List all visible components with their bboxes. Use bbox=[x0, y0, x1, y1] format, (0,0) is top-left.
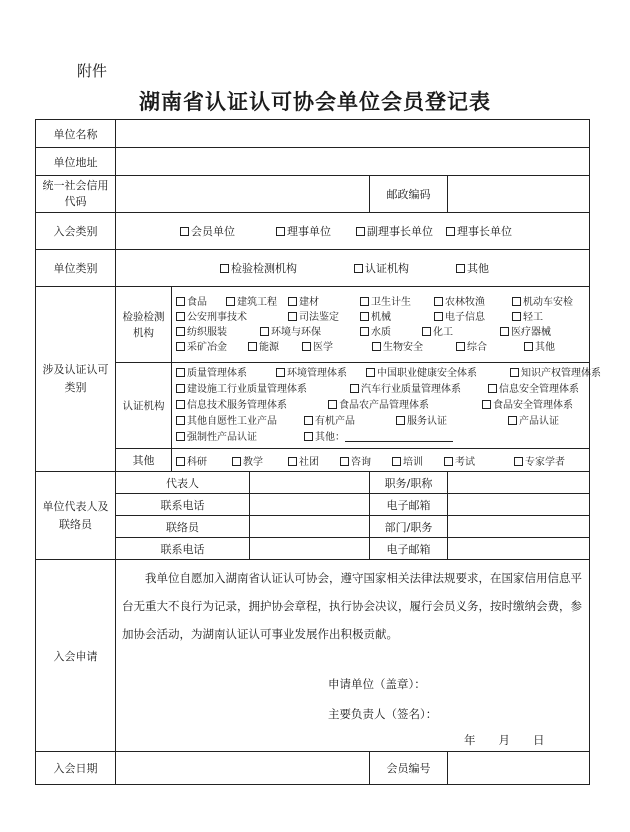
option-construction[interactable]: 建筑工程 bbox=[226, 295, 288, 310]
checkbox[interactable] bbox=[512, 297, 521, 306]
option-textile[interactable]: 纺织服装 bbox=[176, 325, 260, 340]
option-medicine[interactable]: 医学 bbox=[302, 340, 372, 355]
option-ems[interactable]: 环境管理体系 bbox=[276, 366, 366, 382]
checkbox[interactable] bbox=[488, 384, 497, 393]
unit-address-field[interactable] bbox=[116, 148, 590, 176]
contact-phone-field[interactable] bbox=[250, 494, 370, 516]
checkbox[interactable] bbox=[176, 457, 185, 466]
option-food[interactable]: 食品 bbox=[176, 295, 226, 310]
row-liaison-phone bbox=[36, 538, 590, 560]
checkbox[interactable] bbox=[288, 297, 297, 306]
row-inspection bbox=[36, 287, 590, 363]
checkbox[interactable] bbox=[288, 457, 297, 466]
contact-phone-label: 联系电话 bbox=[116, 494, 250, 516]
option-chair-unit[interactable]: 理事长单位 bbox=[446, 223, 561, 239]
checkbox[interactable] bbox=[372, 342, 381, 351]
representative-field[interactable] bbox=[250, 472, 370, 494]
option-water-quality[interactable]: 水质 bbox=[360, 325, 422, 340]
option-member-unit[interactable]: 会员单位 bbox=[180, 223, 276, 239]
other-options bbox=[172, 449, 590, 472]
option-director-unit[interactable]: 理事单位 bbox=[276, 223, 356, 239]
checkbox[interactable] bbox=[434, 312, 443, 321]
option-agriculture[interactable]: 农林牧渔 bbox=[434, 295, 512, 310]
checkbox[interactable] bbox=[176, 384, 185, 393]
liaison-field[interactable] bbox=[250, 516, 370, 538]
option-research[interactable]: 科研 bbox=[176, 453, 232, 468]
option-mining[interactable]: 采矿冶金 bbox=[176, 340, 248, 355]
checkbox[interactable] bbox=[512, 312, 521, 321]
inspection-options bbox=[172, 287, 590, 363]
row-unit-name bbox=[36, 120, 590, 148]
option-judicial[interactable]: 司法鉴定 bbox=[288, 310, 360, 325]
option-inspection-other[interactable]: 其他 bbox=[524, 340, 584, 355]
checkbox[interactable] bbox=[276, 227, 285, 236]
checkbox[interactable] bbox=[176, 327, 185, 336]
email-field[interactable] bbox=[448, 494, 590, 516]
option-light-industry[interactable]: 轻工 bbox=[512, 310, 588, 325]
rep-contact-label: 单位代表人及联络员 bbox=[36, 472, 116, 560]
checkbox[interactable] bbox=[176, 368, 185, 377]
option-organic[interactable]: 有机产品 bbox=[304, 414, 396, 430]
application-label: 入会申请 bbox=[36, 560, 116, 752]
postal-code-field[interactable] bbox=[448, 176, 590, 213]
date-line: 年 月 日 bbox=[464, 733, 545, 747]
liaison-label: 联络员 bbox=[116, 516, 250, 538]
option-qms[interactable]: 质量管理体系 bbox=[176, 366, 276, 382]
checkbox[interactable] bbox=[360, 297, 369, 306]
checkbox[interactable] bbox=[508, 416, 517, 425]
option-comprehensive[interactable]: 综合 bbox=[456, 340, 524, 355]
checkbox[interactable] bbox=[456, 264, 465, 273]
option-construction-qms[interactable]: 建设施工行业质量管理体系 bbox=[176, 382, 350, 398]
option-ccc[interactable]: 强制性产品认证 bbox=[176, 430, 304, 446]
option-medical-devices[interactable]: 医疗器械 bbox=[500, 325, 576, 340]
option-isms[interactable]: 信息安全管理体系 bbox=[488, 382, 608, 398]
row-membership-type bbox=[36, 213, 590, 250]
checkbox[interactable] bbox=[482, 400, 491, 409]
option-inspection-institution[interactable]: 检验检测机构 bbox=[220, 260, 354, 276]
member-no-label: 会员编号 bbox=[370, 752, 448, 785]
checkbox[interactable] bbox=[510, 368, 519, 377]
contact-phone-2-field[interactable] bbox=[250, 538, 370, 560]
email-2-field[interactable] bbox=[448, 538, 590, 560]
other-label: 其他 bbox=[116, 449, 172, 472]
option-itsm[interactable]: 信息技术服务管理体系 bbox=[176, 398, 328, 414]
checkbox[interactable] bbox=[360, 312, 369, 321]
checkbox[interactable] bbox=[176, 297, 185, 306]
option-consulting[interactable]: 咨询 bbox=[340, 453, 392, 468]
application-statement: 我单位自愿加入湖南省认证认可协会，遵守国家相关法律法规要求，在国家信用信息平台无重大不良行为记录，拥护协会章程，执行协会决议，履行会员义务，按时缴纳会费，参加协会活动，为湖南认证认可事业发展作出积极贡献。 bbox=[122, 571, 582, 641]
checkbox[interactable] bbox=[288, 312, 297, 321]
option-ipms[interactable]: 知识产权管理体系 bbox=[510, 366, 630, 382]
row-application bbox=[36, 560, 590, 752]
form-title: 湖南省认证认可协会单位会员登记表 bbox=[139, 89, 491, 114]
option-association[interactable]: 社团 bbox=[288, 453, 340, 468]
checkbox[interactable] bbox=[180, 227, 189, 236]
option-service-cert[interactable]: 服务认证 bbox=[396, 414, 508, 430]
option-automotive-qms[interactable]: 汽车行业质量管理体系 bbox=[350, 382, 488, 398]
option-environment[interactable]: 环境与环保 bbox=[260, 325, 360, 340]
unit-type-label: 单位类别 bbox=[36, 250, 116, 287]
option-other-type[interactable]: 其他 bbox=[456, 260, 516, 276]
checkbox[interactable] bbox=[260, 327, 269, 336]
checkbox[interactable] bbox=[422, 327, 431, 336]
contact-phone-2-label: 联系电话 bbox=[116, 538, 250, 560]
application-cell bbox=[116, 560, 590, 752]
checkbox[interactable] bbox=[232, 457, 241, 466]
checkbox[interactable] bbox=[176, 432, 185, 441]
unit-name-field[interactable] bbox=[116, 120, 590, 148]
option-vehicle-safety[interactable]: 机动车安检 bbox=[512, 295, 588, 310]
postal-code-label: 邮政编码 bbox=[370, 176, 448, 213]
row-certification bbox=[36, 363, 590, 449]
option-experts[interactable]: 专家学者 bbox=[514, 453, 594, 468]
checkbox[interactable] bbox=[276, 368, 285, 377]
credit-code-label: 统一社会信用代码 bbox=[36, 176, 116, 213]
unit-address-label: 单位地址 bbox=[36, 148, 116, 176]
option-exam[interactable]: 考试 bbox=[444, 453, 514, 468]
checkbox[interactable] bbox=[360, 327, 369, 336]
option-teaching[interactable]: 教学 bbox=[232, 453, 288, 468]
checkbox[interactable] bbox=[226, 297, 235, 306]
dept-position-field[interactable] bbox=[448, 516, 590, 538]
row-unit-type bbox=[36, 250, 590, 287]
row-unit-address bbox=[36, 148, 590, 176]
registration-form-table bbox=[35, 119, 601, 785]
checkbox[interactable] bbox=[500, 327, 509, 336]
checkbox[interactable] bbox=[444, 457, 453, 466]
option-training[interactable]: 培训 bbox=[392, 453, 444, 468]
membership-options bbox=[116, 213, 590, 250]
attachment-label: 附件 bbox=[77, 62, 108, 80]
checkbox[interactable] bbox=[176, 416, 185, 425]
checkbox[interactable] bbox=[366, 368, 375, 377]
option-product-cert[interactable]: 产品认证 bbox=[508, 414, 608, 430]
checkbox[interactable] bbox=[514, 457, 523, 466]
checkbox[interactable] bbox=[248, 342, 257, 351]
inspection-label: 检验检测机构 bbox=[116, 287, 172, 363]
option-fsms[interactable]: 食品安全管理体系 bbox=[482, 398, 602, 414]
checkbox[interactable] bbox=[176, 400, 185, 409]
row-join-date bbox=[36, 752, 590, 785]
certification-label: 认证机构 bbox=[116, 363, 172, 449]
row-other bbox=[36, 449, 590, 472]
principal-signature-label: 主要负责人（签名）： bbox=[328, 707, 438, 721]
credit-code-field[interactable] bbox=[116, 176, 370, 213]
checkbox[interactable] bbox=[456, 342, 465, 351]
option-food-agri[interactable]: 食品农产品管理体系 bbox=[328, 398, 482, 414]
option-chemical[interactable]: 化工 bbox=[422, 325, 500, 340]
row-credit-code bbox=[36, 176, 590, 213]
row-rep-phone bbox=[36, 494, 590, 516]
checkbox[interactable] bbox=[524, 342, 533, 351]
unit-type-options bbox=[116, 250, 590, 287]
checkbox[interactable] bbox=[220, 264, 229, 273]
option-certification-body[interactable]: 认证机构 bbox=[354, 260, 456, 276]
certification-options bbox=[172, 363, 601, 449]
option-voluntary-industrial[interactable]: 其他自愿性工业产品 bbox=[176, 414, 304, 430]
title-position-label: 职务/职称 bbox=[370, 472, 448, 494]
cert-category-label: 涉及认证认可类别 bbox=[36, 287, 116, 472]
dept-position-label: 部门/职务 bbox=[370, 516, 448, 538]
option-building-materials[interactable]: 建材 bbox=[288, 295, 360, 310]
option-health[interactable]: 卫生计生 bbox=[360, 295, 434, 310]
checkbox[interactable] bbox=[354, 264, 363, 273]
checkbox[interactable] bbox=[304, 416, 313, 425]
checkbox[interactable] bbox=[304, 432, 313, 441]
unit-name-label: 单位名称 bbox=[36, 120, 116, 148]
option-electronics[interactable]: 电子信息 bbox=[434, 310, 512, 325]
checkbox[interactable] bbox=[356, 227, 365, 236]
row-representative bbox=[36, 472, 590, 494]
row-liaison bbox=[36, 516, 590, 538]
checkbox[interactable] bbox=[434, 297, 443, 306]
membership-type-label: 入会类别 bbox=[36, 213, 116, 250]
checkbox[interactable] bbox=[328, 400, 337, 409]
checkbox[interactable] bbox=[340, 457, 349, 466]
title-position-field[interactable] bbox=[448, 472, 590, 494]
email-label: 电子邮箱 bbox=[370, 494, 448, 516]
checkbox[interactable] bbox=[350, 384, 359, 393]
checkbox[interactable] bbox=[446, 227, 455, 236]
checkbox[interactable] bbox=[302, 342, 311, 351]
option-energy[interactable]: 能源 bbox=[248, 340, 302, 355]
join-date-field[interactable] bbox=[116, 752, 370, 785]
checkbox[interactable] bbox=[392, 457, 401, 466]
email-2-label: 电子邮箱 bbox=[370, 538, 448, 560]
checkbox[interactable] bbox=[176, 342, 185, 351]
option-biosafety[interactable]: 生物安全 bbox=[372, 340, 456, 355]
other-fill-line[interactable] bbox=[345, 431, 453, 442]
applicant-unit-label: 申请单位（盖章）： bbox=[328, 677, 426, 691]
join-date-label: 入会日期 bbox=[36, 752, 116, 785]
option-forensic[interactable]: 公安刑事技术 bbox=[176, 310, 288, 325]
option-ohs[interactable]: 中国职业健康安全体系 bbox=[366, 366, 510, 382]
option-machinery[interactable]: 机械 bbox=[360, 310, 434, 325]
representative-label: 代表人 bbox=[116, 472, 250, 494]
option-vice-chair-unit[interactable]: 副理事长单位 bbox=[356, 223, 446, 239]
option-cert-other[interactable]: 其他： bbox=[304, 430, 504, 446]
checkbox[interactable] bbox=[176, 312, 185, 321]
checkbox[interactable] bbox=[396, 416, 405, 425]
member-no-field[interactable] bbox=[448, 752, 590, 785]
